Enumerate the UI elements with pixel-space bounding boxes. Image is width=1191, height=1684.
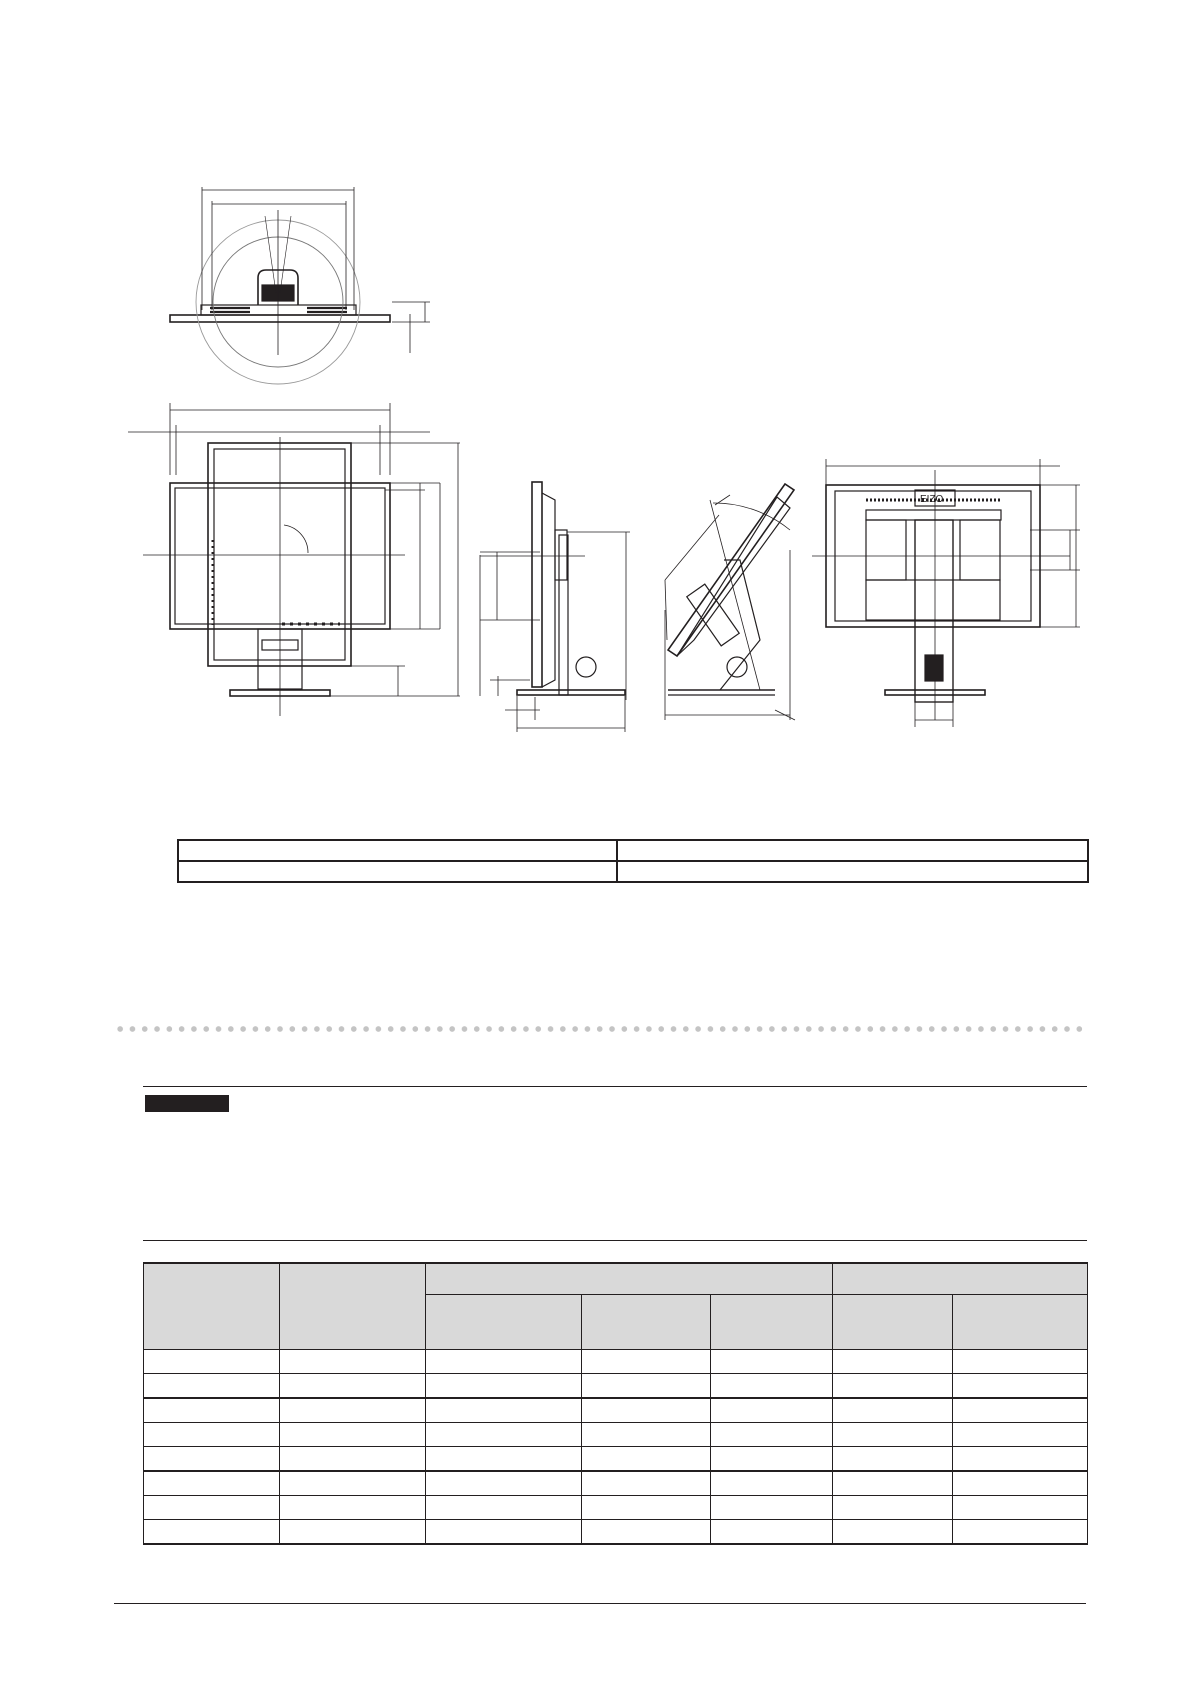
table-cell: [711, 1520, 833, 1545]
table-row: [144, 1496, 1088, 1520]
table-row: [144, 1350, 1088, 1374]
table-cell: [833, 1374, 953, 1399]
svg-text:EIZO: EIZO: [920, 494, 944, 505]
table-cell: [833, 1447, 953, 1472]
tilted-side-view-drawing: [665, 484, 795, 720]
table-header-cell: [833, 1263, 1088, 1295]
front-view-drawing: [128, 403, 460, 716]
table-header-cell: [280, 1263, 426, 1350]
table-cell: [833, 1350, 953, 1374]
table-row: [144, 1374, 1088, 1399]
table-cell: [144, 1398, 280, 1423]
table-cell: [426, 1447, 582, 1472]
table-cell: [582, 1496, 711, 1520]
note-badge: [145, 1095, 229, 1112]
section-divider: [114, 1026, 1086, 1032]
table-cell: [426, 1350, 582, 1374]
table-cell: [426, 1398, 582, 1423]
spec-cell: [178, 861, 617, 882]
table-cell: [833, 1471, 953, 1496]
spec-row: [178, 840, 1088, 861]
table-row: [144, 1447, 1088, 1472]
table-cell: [280, 1423, 426, 1447]
table-cell: [280, 1398, 426, 1423]
table-cell: [833, 1496, 953, 1520]
table-cell: [426, 1496, 582, 1520]
side-view-drawing: [480, 482, 630, 732]
table-cell: [144, 1520, 280, 1545]
rear-view-drawing: [812, 459, 1080, 727]
spec-cell: [617, 861, 1088, 882]
top-view-drawing: [170, 187, 430, 384]
table-cell: [280, 1350, 426, 1374]
table-cell: [711, 1471, 833, 1496]
table-cell: [953, 1496, 1088, 1520]
footer-rule: [114, 1603, 1086, 1604]
table-cell: [833, 1423, 953, 1447]
dimension-drawings: [0, 0, 1191, 760]
table-cell: [280, 1447, 426, 1472]
table-cell: [582, 1350, 711, 1374]
table-row: [144, 1471, 1088, 1496]
table-cell: [953, 1520, 1088, 1545]
table-header-cell: [711, 1295, 833, 1350]
specifications-table: [177, 839, 1089, 883]
table-cell: [426, 1423, 582, 1447]
table-cell: [711, 1374, 833, 1399]
table-cell: [144, 1496, 280, 1520]
table-cell: [582, 1447, 711, 1472]
table-cell: [582, 1471, 711, 1496]
table-header-cell: [144, 1263, 280, 1350]
table-row: [144, 1398, 1088, 1423]
table-cell: [833, 1398, 953, 1423]
table-cell: [144, 1374, 280, 1399]
table-cell: [711, 1423, 833, 1447]
table-header-cell: [953, 1295, 1088, 1350]
table-cell: [582, 1423, 711, 1447]
table-cell: [426, 1471, 582, 1496]
note-top-rule: [143, 1086, 1087, 1087]
spec-cell: [617, 840, 1088, 861]
table-cell: [582, 1398, 711, 1423]
table-cell: [711, 1447, 833, 1472]
table-cell: [953, 1447, 1088, 1472]
compatible-resolutions-table: [143, 1262, 1088, 1545]
table-cell: [426, 1374, 582, 1399]
note-bottom-rule: [143, 1240, 1087, 1241]
table-cell: [953, 1350, 1088, 1374]
table-cell: [711, 1350, 833, 1374]
table-cell: [953, 1374, 1088, 1399]
table-header-cell: [582, 1295, 711, 1350]
table-header-cell: [426, 1295, 582, 1350]
table-cell: [144, 1471, 280, 1496]
table-header-row: [144, 1263, 1088, 1295]
table-cell: [280, 1520, 426, 1545]
table-header-cell: [426, 1263, 833, 1295]
table-cell: [280, 1374, 426, 1399]
table-cell: [953, 1398, 1088, 1423]
table-cell: [711, 1398, 833, 1423]
table-cell: [711, 1496, 833, 1520]
table-cell: [953, 1471, 1088, 1496]
table-cell: [144, 1350, 280, 1374]
table-cell: [833, 1520, 953, 1545]
table-cell: [144, 1447, 280, 1472]
table-cell: [280, 1496, 426, 1520]
table-row: [144, 1423, 1088, 1447]
table-header-cell: [833, 1295, 953, 1350]
table-cell: [144, 1423, 280, 1447]
spec-row: [178, 861, 1088, 882]
table-cell: [280, 1471, 426, 1496]
table-cell: [953, 1423, 1088, 1447]
spec-cell: [178, 840, 617, 861]
table-cell: [582, 1374, 711, 1399]
table-cell: [426, 1520, 582, 1545]
table-row: [144, 1520, 1088, 1545]
table-cell: [582, 1520, 711, 1545]
